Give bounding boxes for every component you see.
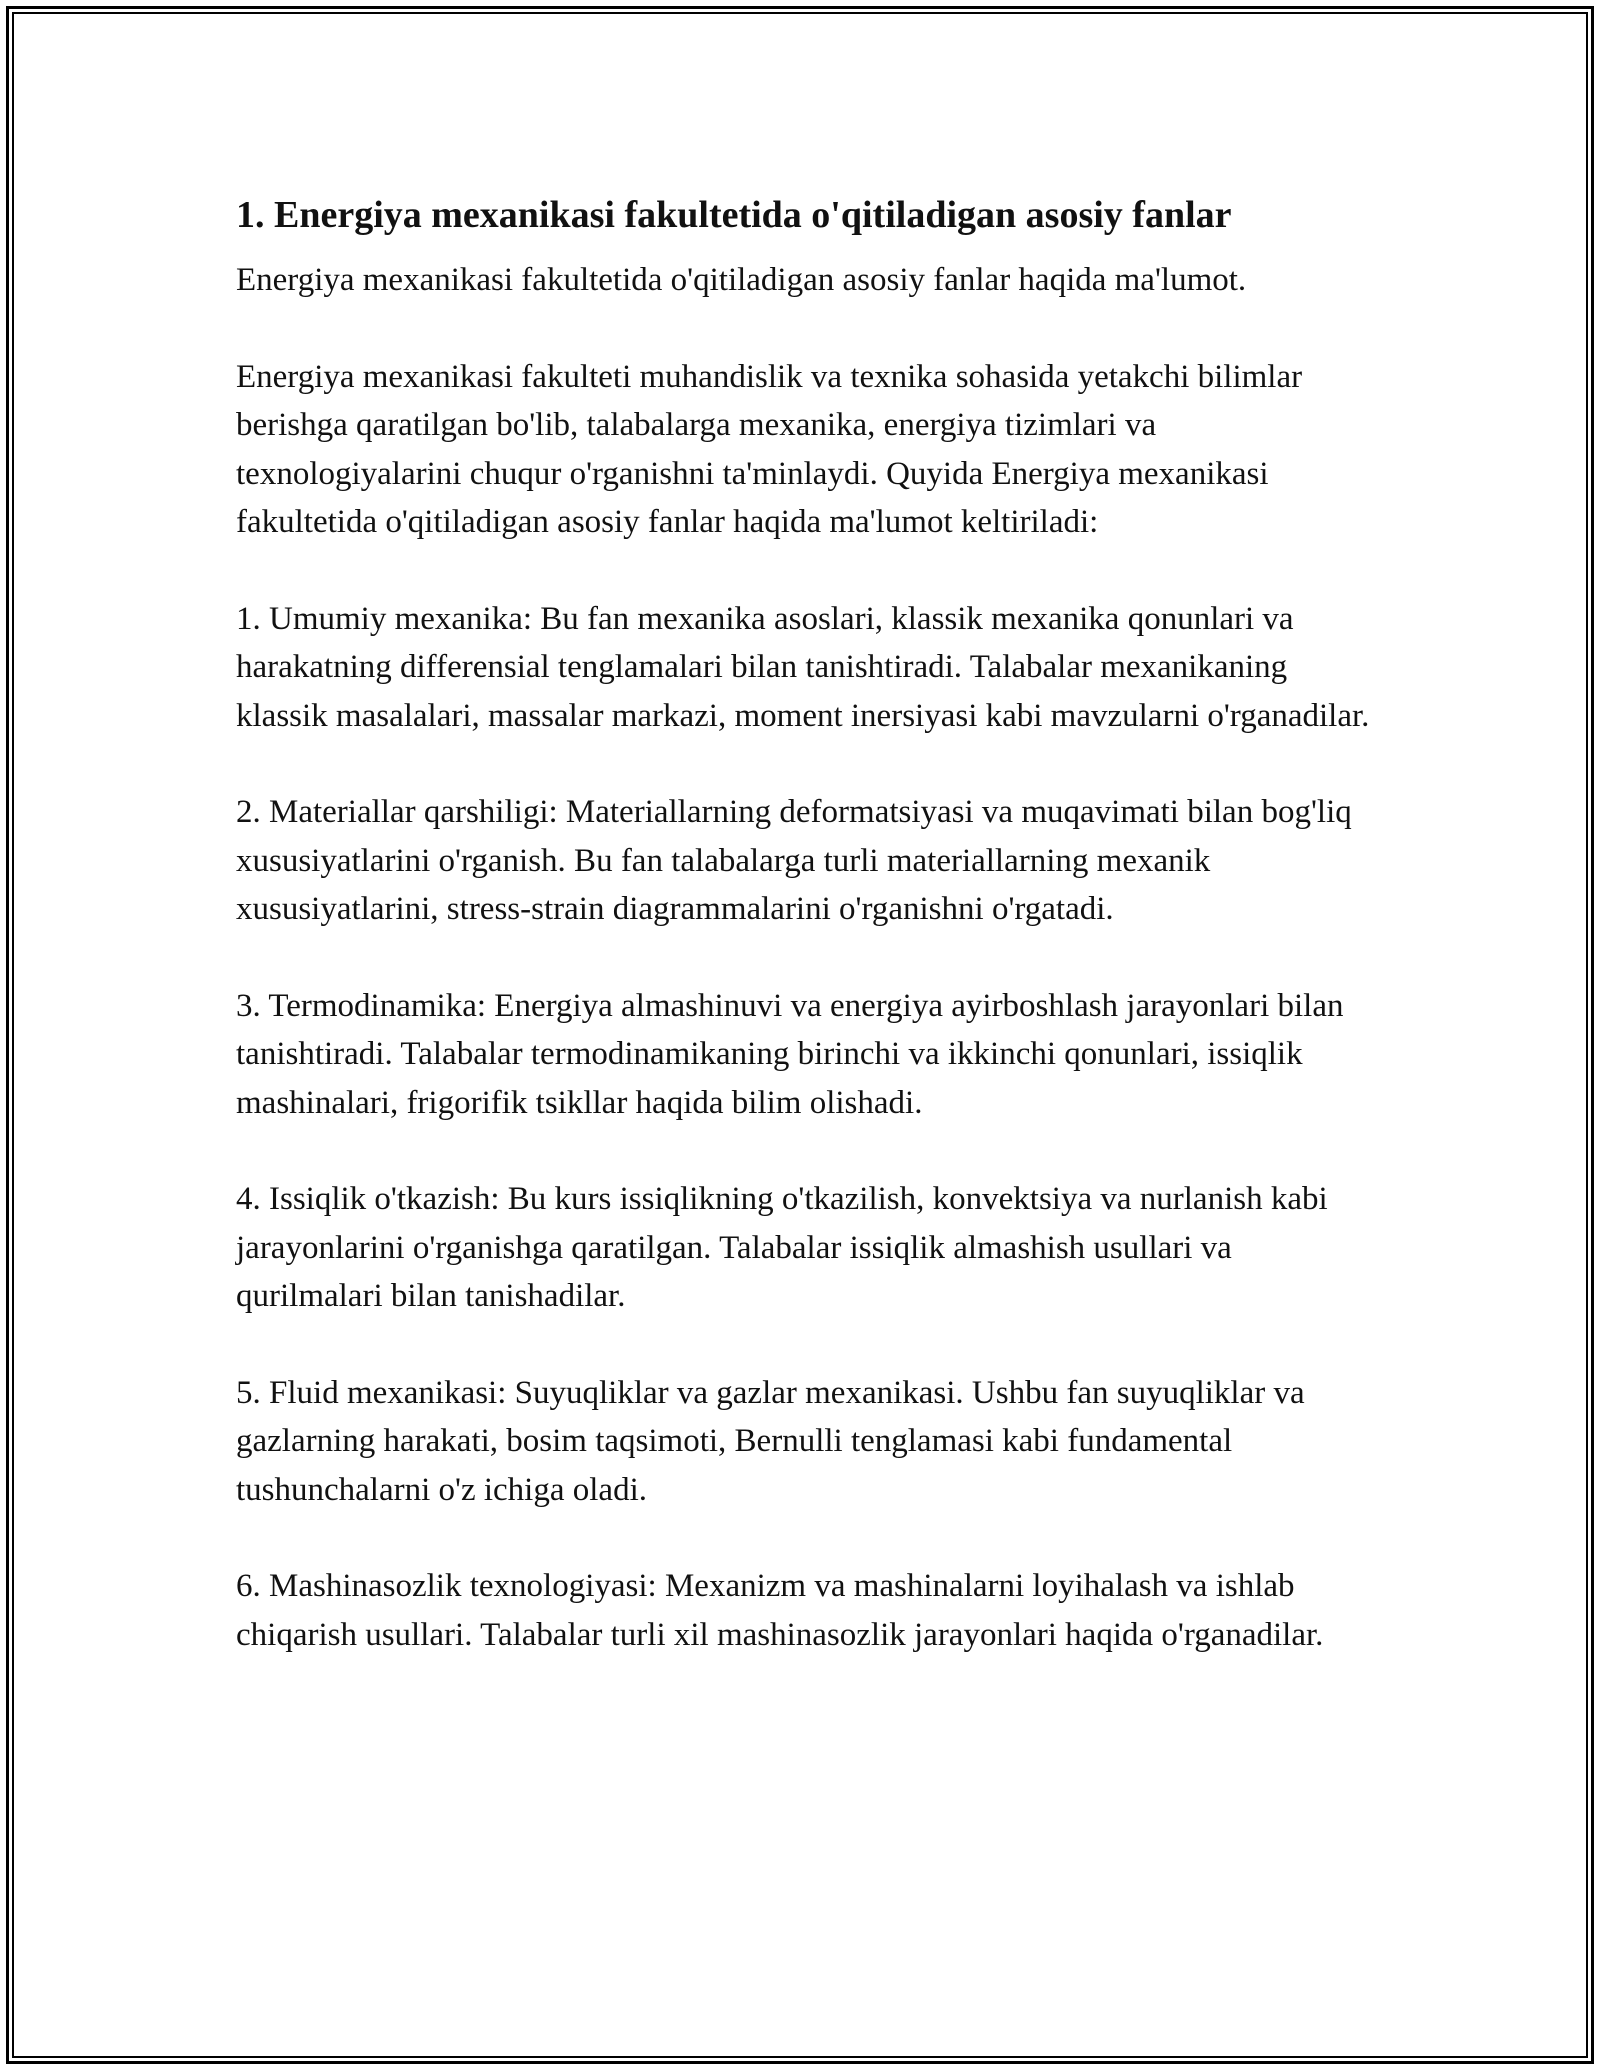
document-title: 1. Energiya mexanikasi fakultetida o'qitiladigan asosiy fanlar xyxy=(236,194,1232,236)
subject-item-issiqlik-otkazish: 4. Issiqlik o'tkazish: Bu kurs issiqlikning o'tkazilish, konvektsiya va nurlanish kabi jarayonlarini o'rganishga qaratilgan. Talabalar issiqlik almashish usullari va qurilmalari bilan tanishadilar. xyxy=(236,1181,1328,1314)
overview-paragraph: Energiya mexanikasi fakulteti muhandislik va texnika sohasida yetakchi bilimlar berishga qaratilgan bo'lib, talabalarga mexanika, energiya tizimlari va texnologiyalarini chuqur o'rganishni ta'minlaydi. Quyida Energiya mexanikasi fakultetida o'qitiladigan asosiy fanlar haqida ma'lumot keltiriladi: xyxy=(236,358,1303,540)
subject-item-mashinasozlik-texnologiyasi: 6. Mashinasozlik texnologiyasi: Mexanizm va mashinalarni loyihalash va ishlab chiqarish usullari. Talabalar turli xil mashinasozlik jarayonlari haqida o'rganadilar. xyxy=(236,1568,1324,1653)
subject-item-materiallar-qarshiligi: 2. Materiallar qarshiligi: Materiallarning deformatsiyasi va muqavimati bilan bog'liq xususiyatlarini o'rganish. Bu fan talabalarga turli materiallarning mexanik xususiyatlarini, stress-strain diagrammalarini o'rganishni o'rgatadi. xyxy=(236,794,1352,927)
subject-item-fluid-mexanikasi: 5. Fluid mexanikasi: Suyuqliklar va gazlar mexanikasi. Ushbu fan suyuqliklar va gazlarning harakati, bosim taqsimoti, Bernulli tenglamasi kabi fundamental tushunchalarni o'z ichiga oladi. xyxy=(236,1374,1305,1508)
intro-paragraph: Energiya mexanikasi fakultetida o'qitiladigan asosiy fanlar haqida ma'lumot. xyxy=(236,262,1247,298)
subject-item-termodinamika: 3. Termodinamika: Energiya almashinuvi va energiya ayirboshlash jarayonlari bilan tanishtiradi. Talabalar termodinamikaning birinchi va ikkinchi qonunlari, issiqlik mashinalari, frigorifik tsikllar haqida bilim olishadi. xyxy=(236,987,1344,1121)
document-body xyxy=(236,190,1386,1707)
subject-item-umumiy-mexanika: 1. Umumiy mexanika: Bu fan mexanika asoslari, klassik mexanika qonunlari va harakatning differensial tenglamalari bilan tanishtiradi. Talabalar mexanikaning klassik masalalari, massalar markazi, moment inersiyasi kabi mavzularni o'rganadilar. xyxy=(236,600,1370,734)
